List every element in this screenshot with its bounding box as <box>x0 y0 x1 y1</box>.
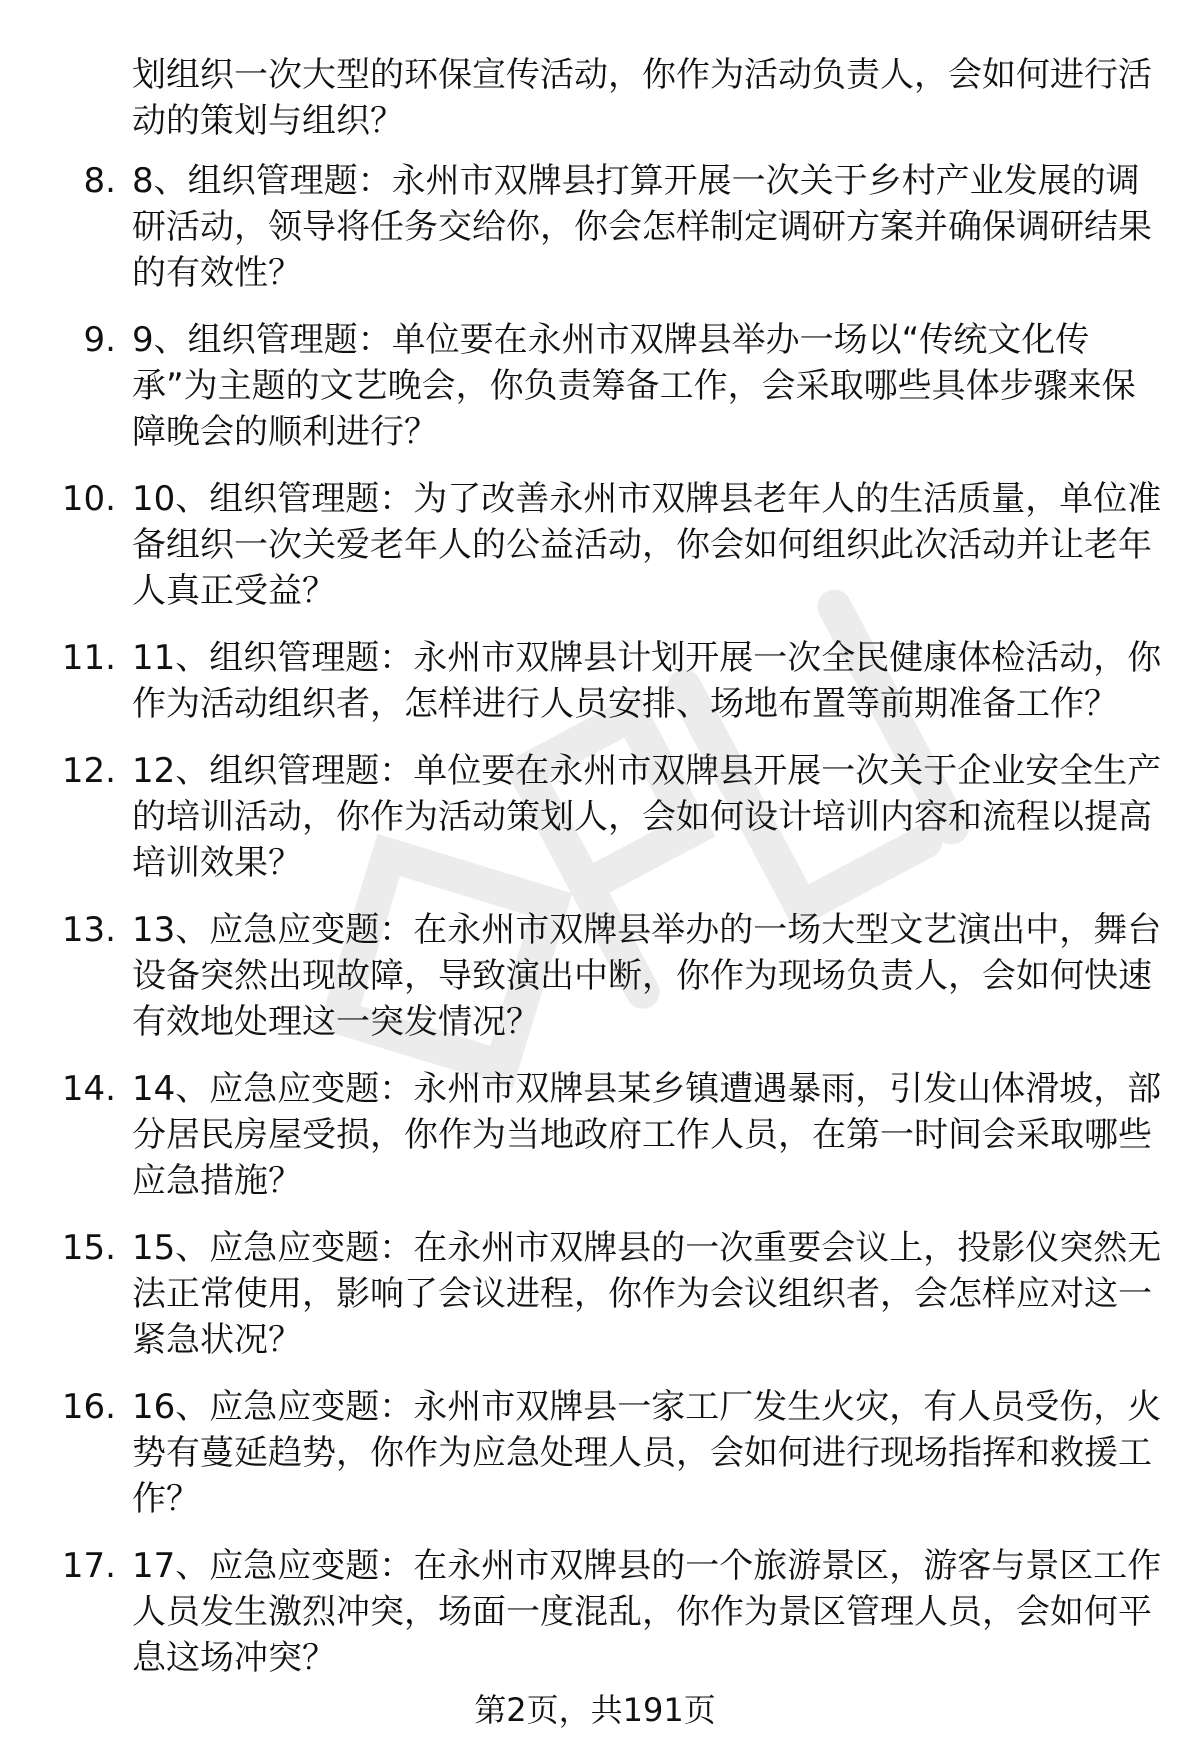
question-number: 8. <box>83 161 116 201</box>
question-text: 8、组织管理题：永州市双牌县打算开展一次关于乡村产业发展的调研活动，领导将任务交给你，你会怎样制定调研方案并确保调研结果的有效性？ <box>132 161 1152 293</box>
question-text: 11、组织管理题：永州市双牌县计划开展一次全民健康体检活动，你作为活动组织者，怎样进行人员安排、场地布置等前期准备工作？ <box>132 638 1162 724</box>
question-number: 10. <box>61 479 116 519</box>
question-number: 15. <box>61 1228 116 1268</box>
question-text: 15、应急应变题：在永州市双牌县的一次重要会议上，投影仪突然无法正常使用，影响了会议进程，你作为会议组织者，会怎样应对这一紧急状况？ <box>132 1228 1162 1360</box>
question-list <box>0 158 1190 1702</box>
question-item <box>0 1066 1190 1204</box>
question-text: 16、应急应变题：永州市双牌县一家工厂发生火灾，有人员受伤，火势有蔓延趋势，你作为应急处理人员，会如何进行现场指挥和救援工作？ <box>132 1387 1162 1519</box>
intro-paragraph: 划组织一次大型的环保宣传活动，你作为活动负责人，会如何进行活动的策划与组织？ <box>132 55 1152 141</box>
question-text: 10、组织管理题：为了改善永州市双牌县老年人的生活质量，单位准备组织一次关爱老年人的公益活动，你会如何组织此次活动并让老年人真正受益？ <box>132 479 1162 611</box>
question-number: 17. <box>61 1546 116 1586</box>
question-item <box>0 158 1190 296</box>
question-number: 16. <box>61 1387 116 1427</box>
question-text: 14、应急应变题：永州市双牌县某乡镇遭遇暴雨，引发山体滑坡，部分居民房屋受损，你作为当地政府工作人员，在第一时间会采取哪些应急措施？ <box>132 1069 1162 1201</box>
question-item <box>0 1225 1190 1363</box>
question-text: 17、应急应变题：在永州市双牌县的一个旅游景区，游客与景区工作人员发生激烈冲突，场面一度混乱，你作为景区管理人员，会如何平息这场冲突？ <box>132 1546 1162 1678</box>
question-number: 13. <box>61 910 116 950</box>
question-number: 9. <box>83 320 116 360</box>
question-item <box>0 1543 1190 1681</box>
page-footer: 第2页，共191页 <box>474 1691 716 1729</box>
question-text: 13、应急应变题：在永州市双牌县举办的一场大型文艺演出中，舞台设备突然出现故障，导致演出中断，你作为现场负责人，会如何快速有效地处理这一突发情况？ <box>132 910 1162 1042</box>
question-item <box>0 635 1190 727</box>
question-number: 14. <box>61 1069 116 1109</box>
question-item <box>0 476 1190 614</box>
question-number: 12. <box>61 751 116 791</box>
question-text: 9、组织管理题：单位要在永州市双牌县举办一场以“传统文化传承”为主题的文艺晚会，你负责筹备工作，会采取哪些具体步骤来保障晚会的顺利进行？ <box>132 320 1136 452</box>
question-item <box>0 907 1190 1045</box>
question-item <box>0 317 1190 455</box>
question-number: 11. <box>61 638 116 678</box>
question-text: 12、组织管理题：单位要在永州市双牌县开展一次关于企业安全生产的培训活动，你作为活动策划人，会如何设计培训内容和流程以提高培训效果？ <box>132 751 1162 883</box>
question-item <box>0 1384 1190 1522</box>
question-item <box>0 748 1190 886</box>
